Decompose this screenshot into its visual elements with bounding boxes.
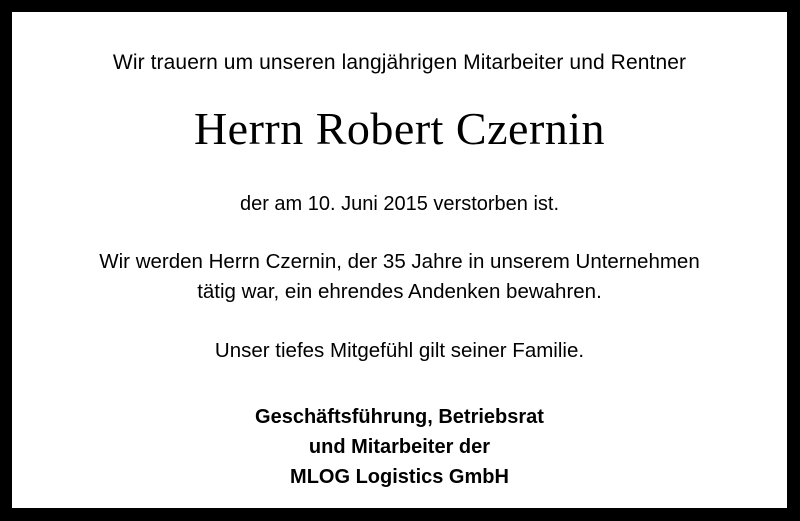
signature-line-2: und Mitarbeiter der (308, 436, 491, 459)
intro-line: Wir trauern um unseren langjährigen Mitarbeiter und Rentner (112, 51, 687, 74)
tribute-line-1: Wir werden Herrn Czernin, der 35 Jahre in unserem Unternehmen (99, 250, 700, 274)
condolence-line: Unser tiefes Mitgefühl gilt seiner Familie. (214, 338, 585, 362)
obituary-card (12, 12, 787, 508)
tribute-line-2: tätig war, ein ehrendes Andenken bewahren. (197, 279, 602, 303)
signature-block (255, 402, 544, 492)
signature-line-1: Geschäftsführung, Betriebsrat (255, 406, 544, 429)
deceased-name: Herrn Robert Czernin (193, 103, 606, 155)
signature-line-3: MLOG Logistics GmbH (290, 466, 509, 489)
death-date-line: der am 10. Juni 2015 verstorben ist. (239, 193, 560, 216)
tribute-text (99, 247, 699, 306)
